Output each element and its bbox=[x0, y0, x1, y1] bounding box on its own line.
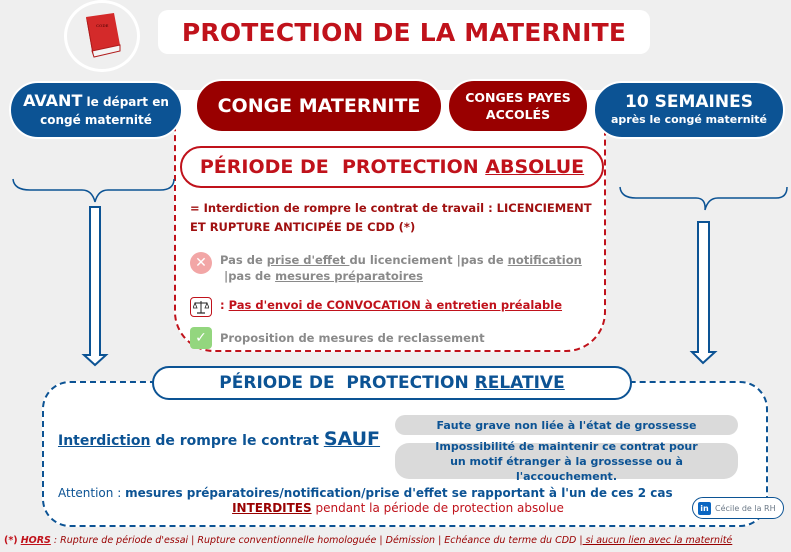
linkedin-name: Cécile de la RH bbox=[715, 503, 776, 513]
attention-bold: mesures préparatoires/notification/prise d'effet se rapportant à l'un de ces 2 cas bbox=[125, 486, 673, 500]
book-icon bbox=[80, 11, 124, 61]
down-arrow-icon bbox=[692, 222, 715, 363]
footnote-asterisk: (*) bbox=[4, 535, 18, 546]
linkedin-icon: in bbox=[698, 502, 711, 515]
scales-icon bbox=[190, 297, 212, 317]
pill-10-semaines bbox=[593, 81, 785, 139]
check-icon: ✓ bbox=[190, 327, 212, 349]
absolute-header-emphasis: ABSOLUE bbox=[485, 156, 585, 178]
footnote bbox=[4, 535, 791, 546]
code-du-travail-logo bbox=[64, 0, 140, 72]
avant-line2: congé maternité bbox=[40, 112, 152, 127]
exception-pill-impossibilite bbox=[395, 439, 738, 483]
title-banner bbox=[158, 10, 650, 54]
avant-label: AVANT bbox=[23, 90, 83, 110]
exception-pill-faute-grave: Faute grave non liée à l'état de grossesse bbox=[395, 415, 738, 435]
exception-text: Impossibilité de maintenir ce contrat pour un motif étranger à la grossesse ou à l'accouchement. bbox=[435, 439, 698, 483]
left-brace-arrow bbox=[0, 170, 200, 370]
footnote-text: : Rupture de période d'essai | Rupture conventionnelle homologuée | Démission | Echéance du terme du CDD | bbox=[50, 535, 583, 546]
linkedin-badge[interactable] bbox=[692, 497, 784, 519]
right-brace-arrow bbox=[610, 160, 791, 370]
absolute-header-prefix: PÉRIODE DE PROTECTION bbox=[199, 156, 486, 178]
text-underline: prise d'effet bbox=[266, 253, 350, 267]
absolute-protection-header bbox=[180, 146, 604, 188]
interdites-word: INTERDITES bbox=[232, 501, 312, 515]
relative-protection-header bbox=[152, 366, 632, 400]
absolute-item-reclassement bbox=[190, 327, 600, 349]
sauf-word: SAUF bbox=[323, 428, 381, 450]
rule-middle: de rompre le contrat bbox=[150, 433, 324, 449]
text-part: : bbox=[220, 298, 229, 312]
text-part: |pas de bbox=[220, 269, 276, 283]
text-underline: notification bbox=[507, 253, 582, 267]
footnote-last: si aucun lien avec la maternité bbox=[582, 535, 733, 546]
conges-payes-line2: ACCOLÉS bbox=[485, 107, 551, 122]
interdiction-word: Interdiction bbox=[58, 433, 151, 449]
page-title: PROTECTION DE LA MATERNITE bbox=[181, 17, 627, 47]
absolute-item-text bbox=[220, 252, 582, 284]
convocation-text: Pas d'envoi de CONVOCATION à entretien préalable bbox=[228, 298, 563, 312]
down-arrow-icon bbox=[84, 207, 106, 365]
reclassement-text: Proposition de mesures de reclassement bbox=[220, 331, 485, 345]
attention-rest: pendant la période de protection absolue bbox=[311, 501, 564, 515]
dix-semaines-sub: après le congé maternité bbox=[610, 113, 768, 126]
conge-maternite-label: CONGE MATERNITE bbox=[217, 95, 421, 117]
pill-conge-maternite bbox=[195, 79, 443, 133]
absolute-description: = Interdiction de rompre le contrat de travail : LICENCIEMENT ET RUPTURE ANTICIPÉE DE CDD (*) bbox=[190, 201, 592, 234]
attention-note bbox=[58, 486, 698, 516]
relative-rule bbox=[58, 428, 380, 450]
pill-conges-payes bbox=[447, 79, 589, 133]
text-part: Pas de bbox=[220, 253, 267, 267]
relative-header-prefix: PÉRIODE DE PROTECTION bbox=[219, 373, 475, 393]
attention-label: Attention : bbox=[58, 486, 126, 500]
relative-header-emphasis: RELATIVE bbox=[474, 373, 565, 393]
x-circle-icon: ✕ bbox=[190, 252, 212, 274]
pill-avant-depart bbox=[9, 81, 183, 139]
dix-semaines-label: 10 SEMAINES bbox=[625, 92, 753, 112]
conges-payes-line1: CONGES PAYES bbox=[465, 90, 571, 105]
text-part: du licenciement |pas de bbox=[349, 253, 508, 267]
svg-text:CODE: CODE bbox=[96, 23, 109, 28]
absolute-item-no-effect bbox=[190, 252, 600, 284]
absolute-item-convocation bbox=[190, 297, 600, 317]
text-underline: mesures préparatoires bbox=[275, 269, 424, 283]
avant-rest: le départ en bbox=[82, 94, 169, 109]
footnote-hors: HORS bbox=[20, 535, 51, 546]
